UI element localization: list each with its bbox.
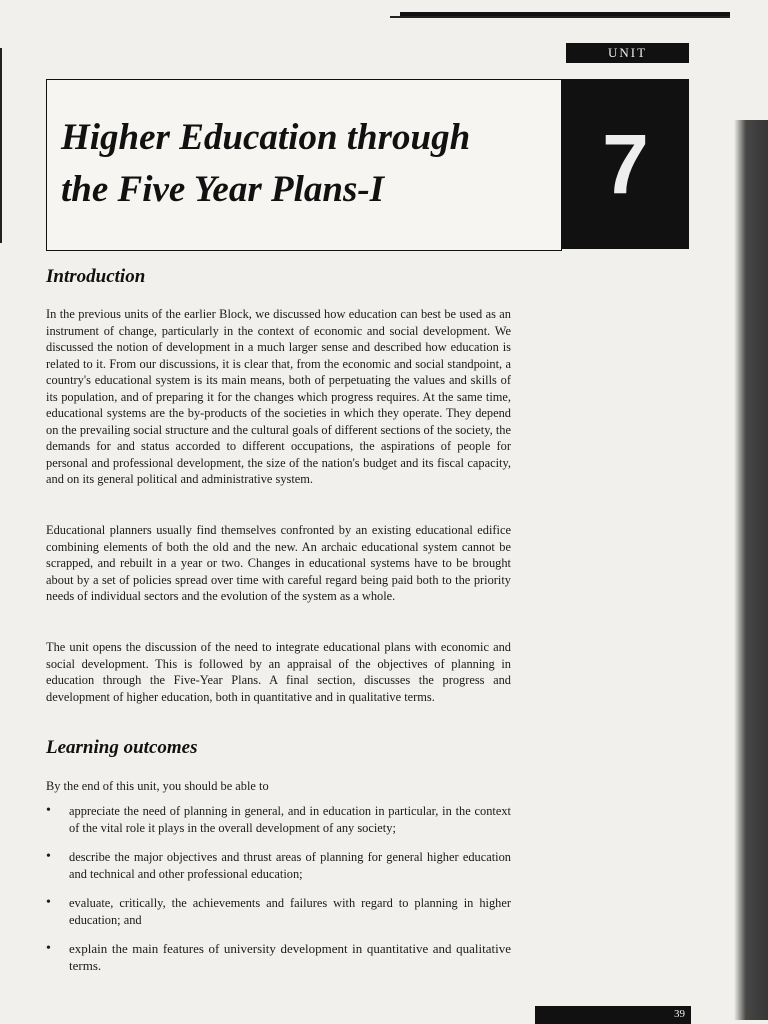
intro-paragraph-2: Educational planners usually find themselves confronted by an existing educational edifice combining elements of both the old and the new. An archaic educational system cannot be scrapped, and rebuilt in a year or two. Changes in educational systems have to be brought about by a set of policies spread over time with careful regard being paid both to the priority needs of individual sectors and the evolution of the system as a whole. (46, 523, 511, 603)
top-rule (400, 8, 730, 20)
title-box (46, 79, 562, 251)
page-footer-bar (535, 1006, 691, 1024)
bullet: • (46, 849, 51, 864)
page-title (61, 112, 470, 216)
unit-label: UNIT (566, 43, 689, 63)
list-item (46, 803, 511, 836)
page-edge-shadow (734, 120, 768, 1020)
outcome-text: evaluate, critically, the achievements and failures with regard to planning in higher education; and (69, 896, 511, 927)
intro-paragraph-1: In the previous units of the earlier Block, we discussed how education can best be used as an instrument of change, particularly in the context of economic and social development. We discussed the notion of development in a much larger sense and described how education is related to it. From our discussions, it is clear that, from the economic and social standpoint, a country's educational system is its main means, both of perpetuating the values and skills of its population, and of preparing it for the changes which progress requires. At the same time, educational systems are the by-products of the societies in which they operate. They depend on the prevailing social structure and the cultural goals of different sections of the society, the demands for and status accorded to different occupations, the aspirations of people for personal and professional development, the size of the nation's budget and its fiscal capacity, and on its general political and administrative system. (46, 307, 511, 486)
list-item (46, 941, 511, 974)
title-line-2: the Five Year Plans-I (61, 169, 385, 210)
title-line-1: Higher Education through (61, 117, 471, 158)
outcome-text: describe the major objectives and thrust areas of planning for general higher education and technical and other professional education; (69, 850, 511, 881)
learning-outcomes-heading: Learning outcomes (46, 737, 198, 758)
bullet: • (46, 941, 51, 956)
page-number: 39 (674, 1008, 685, 1020)
unit-number: 7 (602, 117, 649, 211)
learning-outcomes-lead: By the end of this unit, you should be able to (46, 779, 269, 793)
list-item (46, 895, 511, 928)
unit-number-box (562, 79, 689, 249)
outcome-text: appreciate the need of planning in general, and in education in particular, in the context of the vital role it plays in the overall development of any society; (69, 804, 511, 835)
bullet: • (46, 803, 51, 818)
bullet: • (46, 895, 51, 910)
outcome-text: explain the main features of university development in quantitative and qualitative terms. (69, 941, 511, 973)
list-item (46, 849, 511, 882)
learning-outcomes-list (46, 803, 511, 987)
left-margin-rule (0, 48, 2, 243)
intro-paragraph-3: The unit opens the discussion of the need to integrate educational plans with economic and social development. This is followed by an appraisal of the objectives of planning in education through the Five-Year Plans. A final section, discusses the progress and development of higher education, both in quantitative and in qualitative terms. (46, 640, 511, 704)
introduction-heading: Introduction (46, 266, 146, 287)
